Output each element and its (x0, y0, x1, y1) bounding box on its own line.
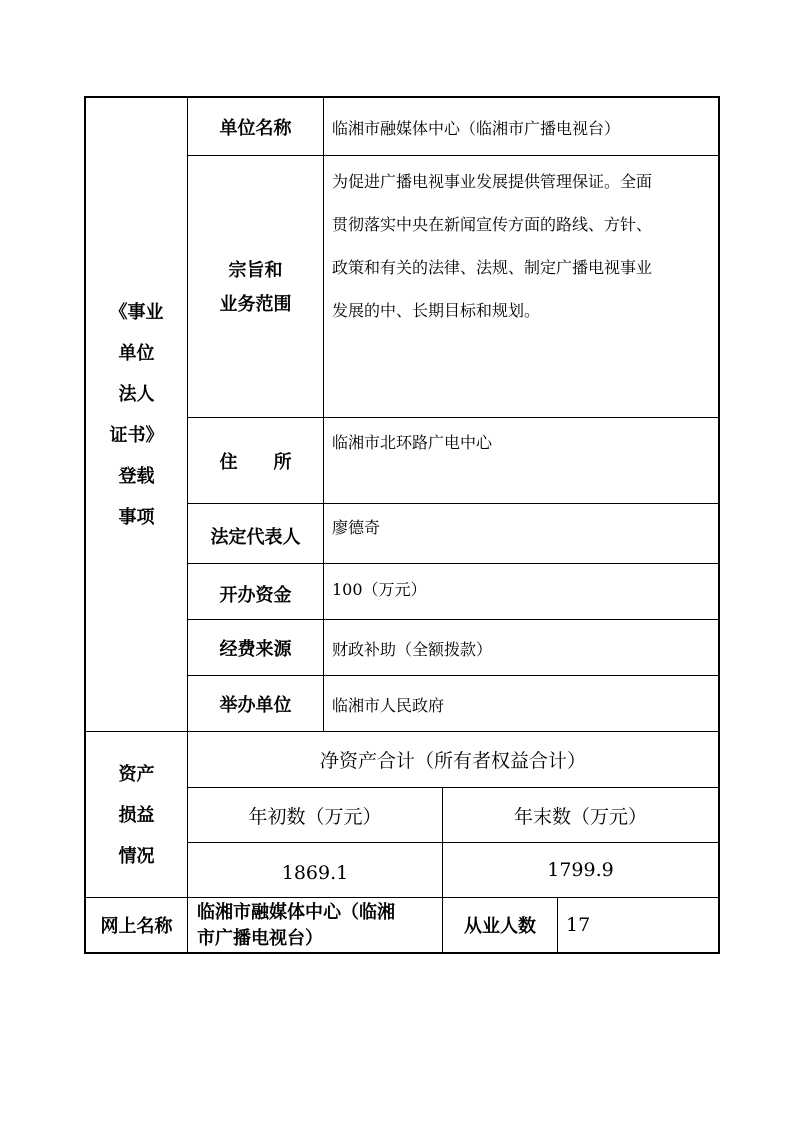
text-line: 为促进广播电视事业发展提供管理保证。全面 (332, 172, 653, 191)
ending-balance-label: 年末数（万元） (513, 805, 647, 828)
net-assets-header: 净资产合计（所有者权益合计） (319, 750, 586, 772)
label-line: 资产 (118, 763, 155, 785)
text-line: 市广播电视台） (197, 928, 323, 949)
funding-source-label: 经费来源 (219, 638, 292, 660)
sponsor-unit-label: 举办单位 (219, 694, 292, 716)
label-line: 法人 (118, 384, 155, 405)
assets-profit-label (86, 752, 187, 878)
text-line: 临湘市融媒体中心（临湘 (197, 902, 395, 923)
purpose-scope-value (332, 160, 716, 332)
label-line: 事项 (118, 507, 155, 528)
online-name-value (197, 900, 441, 952)
sponsor-unit-value: 临湘市人民政府 (332, 696, 445, 715)
unit-name-value: 临湘市融媒体中心（临湘市广播电视台） (332, 119, 621, 138)
legal-representative-value: 廖德奇 (332, 518, 381, 537)
beginning-balance-value: 1869.1 (281, 862, 349, 884)
label-line: 情况 (118, 845, 155, 867)
unit-name-label: 单位名称 (219, 117, 292, 139)
text-line: 发展的中、长期目标和规划。 (332, 301, 541, 320)
text-line: 政策和有关的法律、法规、制定广播电视事业 (332, 258, 653, 277)
online-name-label: 网上名称 (100, 916, 173, 937)
purpose-scope-label: 宗旨和 业务范围 (219, 260, 292, 315)
label-line: 证书》 (109, 425, 164, 446)
funding-source-value: 财政补助（全额拨款） (332, 640, 493, 659)
ending-balance-value: 1799.9 (547, 859, 614, 881)
staff-count-value: 17 (566, 914, 591, 936)
label-line: 单位 (118, 343, 155, 364)
registered-capital-value: 100（万元） (332, 580, 427, 599)
beginning-balance-label: 年初数（万元） (248, 805, 382, 828)
address-value: 临湘市北环路广电中心 (332, 433, 493, 452)
text-line: 贯彻落实中央在新闻宣传方面的路线、方针、 (332, 215, 653, 234)
label-line: 损益 (118, 804, 155, 826)
staff-count-label: 从业人数 (464, 916, 536, 937)
registered-capital-label: 开办资金 (219, 584, 292, 606)
label-line: 《事业 (109, 302, 164, 323)
registration-items-label (86, 290, 187, 540)
legal-representative-label: 法定代表人 (210, 526, 301, 548)
label-line: 登载 (118, 466, 155, 487)
address-label: 住 所 (219, 451, 292, 473)
